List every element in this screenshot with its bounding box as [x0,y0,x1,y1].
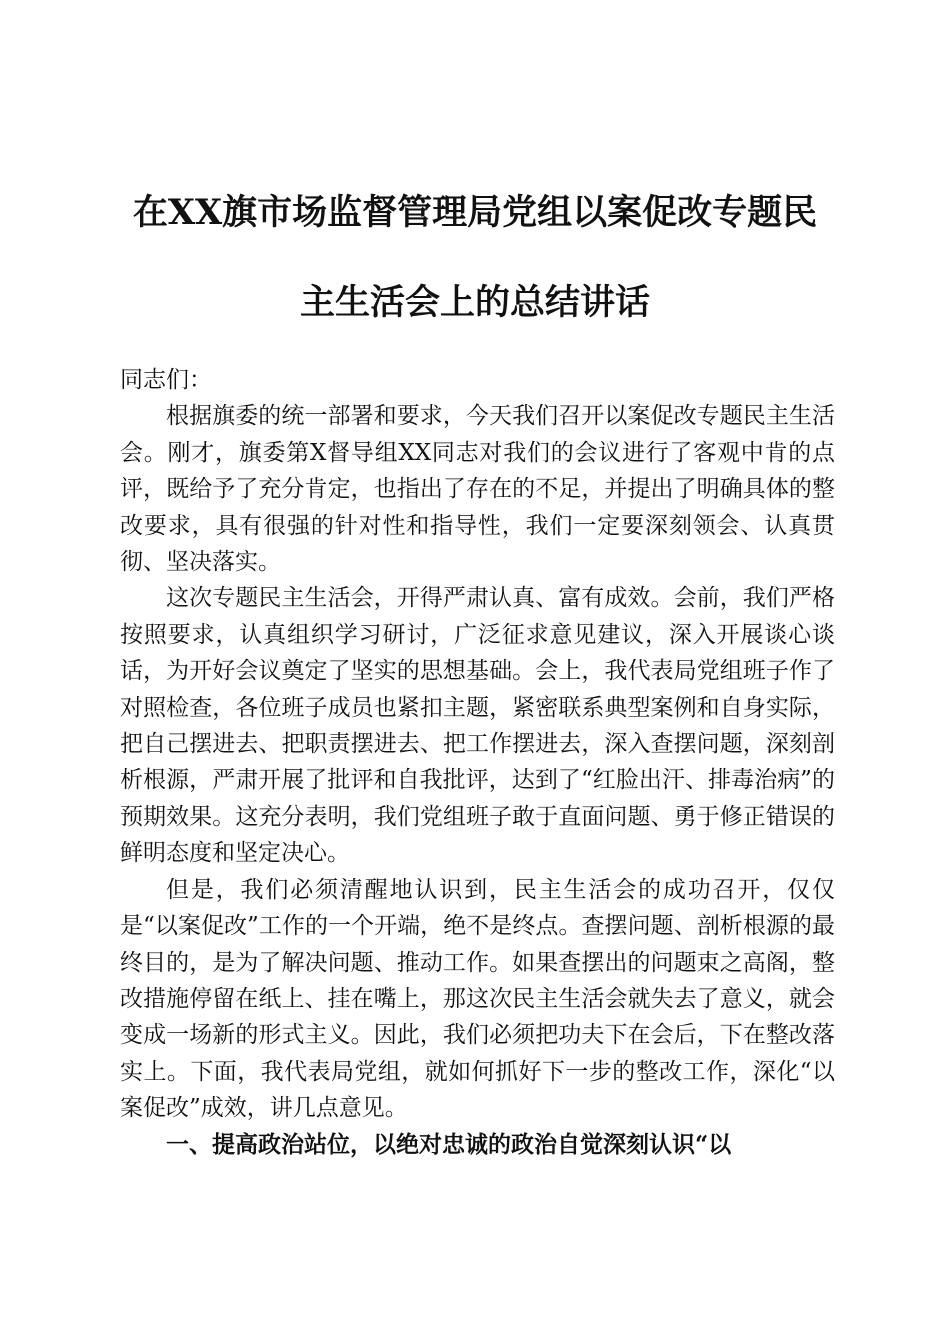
paragraph-2: 这次专题民主生活会，开得严肃认真、富有成效。会前，我们严格按照要求，认真组织学习研讨，广泛征求意见建议，深入开展谈心谈话，为开好会议奠定了坚实的思想基础。会上，我代表局党组班子作了对照检查，各位班子成员也紧扣主题，紧密联系典型案例和自身实际，把自己摆进去、把职责摆进去、把工作摆进去，深入查摆问题，深刻剖析根源，严肃开展了批评和自我批评，达到了“红脸出汗、排毒治病”的预期效果。这充分表明，我们党组班子敢于直面问题、勇于修正错误的鲜明态度和坚定决心。 [120,585,835,867]
paragraph-1: 根据旗委的统一部署和要求，今天我们召开以案促改专题民主生活会。刚才，旗委第X督导组XX同志对我们的会议进行了客观中肯的点评，既给予了充分肯定，也指出了存在的不足，并提出了明确具体的整改要求，具有很强的针对性和指导性，我们一定要深刻领会、认真贯彻、坚决落实。 [120,403,835,576]
title-line-2: 主生活会上的总结讲话 [299,282,650,323]
document-title [100,168,850,348]
salutation: 同志们： [120,367,212,393]
title-line-1: 在XX旗市场监督管理局党组以案促改专题民 [132,192,818,233]
paragraph-3: 但是，我们必须清醒地认识到，民主生活会的成功召开，仅仅是“以案促改”工作的一个开端，绝不是终点。查摆问题、剖析根源的最终目的，是为了解决问题、推动工作。如果查摆出的问题束之高阁，整改措施停留在纸上、挂在嘴上，那这次民主生活会就失去了意义，就会变成一场新的形式主义。因此，我们必须把功夫下在会后，下在整改落实上。下面，我代表局党组，就如何抓好下一步的整改工作，深化“以案促改”成效，讲几点意见。 [120,876,835,1122]
document-body [120,362,835,1163]
section-heading-1: 一、提高政治站位，以绝对忠诚的政治自觉深刻认识“以 [166,1130,732,1158]
